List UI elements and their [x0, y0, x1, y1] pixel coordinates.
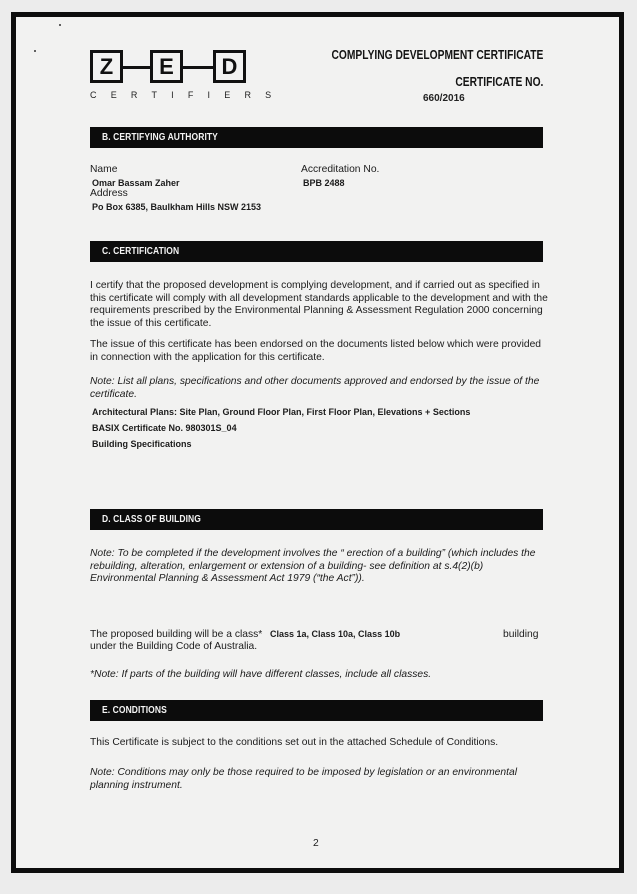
section-c-heading: C. CERTIFICATION	[90, 241, 543, 262]
name-value: Omar Bassam Zaher	[92, 178, 180, 188]
class-of-building-note: Note: To be completed if the development involves the “ erection of a building” (which includes the rebuilding, alteration, enlargement or extension of a building- see definition at s.4(2)(b) Environmental Planning & Assessment Act 1979 (“the Act”)).	[90, 548, 536, 585]
document-item: BASIX Certificate No. 980301S_04	[92, 423, 237, 433]
building-class-value: Class 1a, Class 10a, Class 10b	[270, 629, 401, 639]
conditions-note: Note: Conditions may only be those required to be imposed by legislation or an environmental planning instrument.	[90, 767, 517, 791]
documents-note: Note: List all plans, specifications and other documents approved and endorsed by the issue of the certificate.	[90, 376, 540, 400]
scan-speck	[59, 24, 61, 26]
logo-letter-e: E	[150, 50, 183, 83]
class-suffix: building	[503, 629, 539, 640]
accreditation-value: BPB 2488	[303, 178, 345, 188]
address-label: Address	[90, 188, 128, 199]
logo-letter-d: D	[213, 50, 246, 83]
document-item: Building Specifications	[92, 439, 192, 449]
endorsement-paragraph: The issue of this certificate has been endorsed on the documents listed below which were provided in connection with the application for this certificate.	[90, 339, 542, 363]
document-title: COMPLYING DEVELOPMENT CERTIFICATE	[331, 48, 543, 62]
certification-paragraph: I certify that the proposed development is complying development, and if carried out as specified in this certificate will comply with all development standards applicable to the development and with the requirements prescribed by the Environmental Planning & Assessment Regulation 2000 concerning the issue of this certificate.	[90, 280, 548, 329]
section-b-heading: B. CERTIFYING AUTHORITY	[90, 127, 543, 148]
conditions-paragraph: This Certificate is subject to the conditions set out in the attached Schedule of Conditions.	[90, 737, 499, 748]
logo-connector	[123, 66, 150, 69]
page-number: 2	[313, 838, 319, 849]
accreditation-label: Accreditation No.	[301, 164, 380, 175]
logo-subtitle: CERTIFIERS	[90, 90, 286, 100]
class-prefix: The proposed building will be a class*	[90, 629, 263, 640]
scan-speck	[34, 50, 36, 52]
certificate-number-value: 660/2016	[423, 93, 465, 104]
class-line-2: under the Building Code of Australia.	[90, 641, 258, 652]
zed-certifiers-logo	[90, 50, 286, 100]
section-d-heading: D. CLASS OF BUILDING	[90, 509, 543, 530]
address-value: Po Box 6385, Baulkham Hills NSW 2153	[92, 202, 262, 212]
section-e-heading: E. CONDITIONS	[90, 700, 543, 721]
logo-connector	[183, 66, 213, 69]
logo-letter-z: Z	[90, 50, 123, 83]
name-label: Name	[90, 164, 118, 175]
document-item: Architectural Plans: Site Plan, Ground Floor Plan, First Floor Plan, Elevations + Sections	[92, 407, 471, 417]
classes-footnote: *Note: If parts of the building will have different classes, include all classes.	[90, 669, 432, 680]
certificate-number-label: CERTIFICATE NO.	[454, 75, 543, 89]
